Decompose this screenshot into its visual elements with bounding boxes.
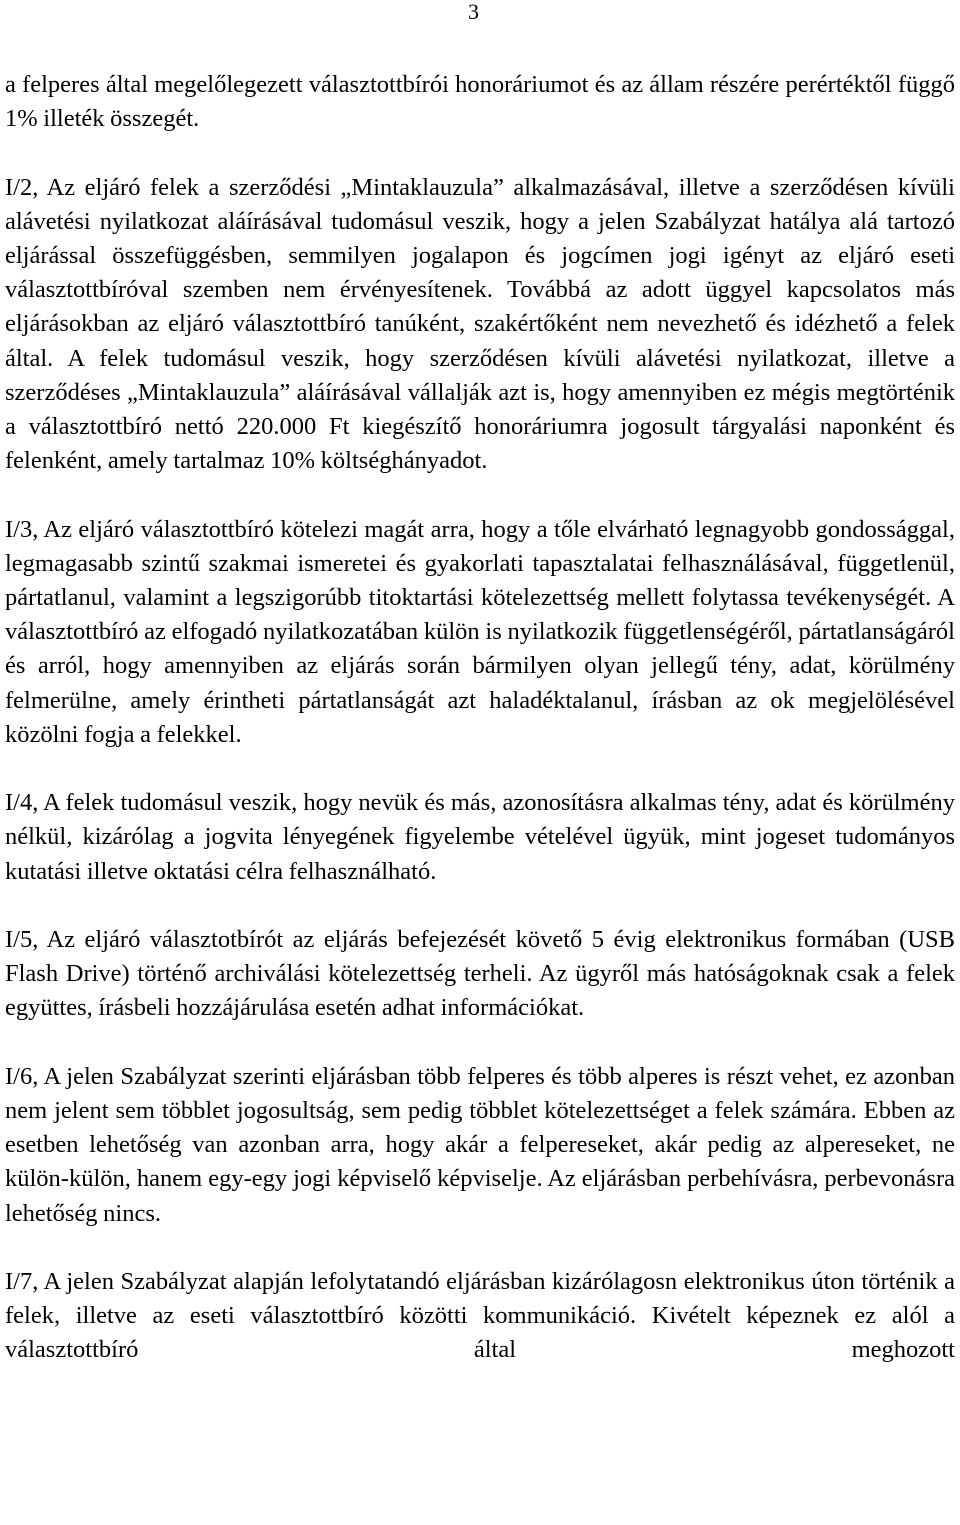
document-body [5, 68, 955, 1368]
paragraph-i-3: I/3, Az eljáró választottbíró kötelezi magát arra, hogy a tőle elvárható legnagyobb gondossággal, legmagasabb szintű szakmai ismeretei és gyakorlati tapasztalatai felhasználásával, függetlenül, pártatlanul, valamint a legszigorúbb titoktartási kötelezettség mellett folytassa tevékenységét. A választottbíró az elfogadó nyilatkozatában külön is nyilatkozik függetlenségéről, pártatlanságáról és arról, hogy amennyiben az eljárás során bármilyen olyan jellegű tény, adat, körülmény felmerülne, amely érintheti pártatlanságát azt haladéktalanul, írásban az ok megjelölésével közölni fogja a felekkel. [5, 515, 955, 748]
page-number: 3 [468, 0, 479, 24]
paragraph-i-7: I/7, A jelen Szabályzat alapján lefolytatandó eljárásban kizárólagosn elektronikus úton történik a felek, illetve az eseti választottbíró közötti kommunikáció. Kivételt képeznek ez alól a választottbíró által meghozott [5, 1268, 955, 1364]
paragraph-i-2: I/2, Az eljáró felek a szerződési „Mintaklauzula” alkalmazásával, illetve a szerződésen kívüli alávetési nyilatkozat aláírásával tudomásul veszik, hogy a jelen Szabályzat hatálya alá tartozó eljárással összefüggésben, semmilyen jogalapon és jogcímen jogi igényt az eljáró eseti választottbíróval szemben nem érvényesítenek. Továbbá az adott üggyel kapcsolatos más eljárásokban az eljáró választottbíró tanúként, szakértőként nem nevezhető és idézhető a felek által. A felek tudomásul veszik, hogy szerződésen kívüli alávetési nyilatkozat, illetve a szerződéses „Mintaklauzula” aláírásával vállalják azt is, hogy amennyiben ez mégis megtörténik a választottbíró nettó 220.000 Ft kiegészítő honoráriumra jogosult tárgyalási naponként és felenként, amely tartalmaz 10% költséghányadot. [5, 173, 955, 475]
paragraph-i-6: I/6, A jelen Szabályzat szerinti eljárásban több felperes és több alperes is részt vehet, ez azonban nem jelent sem többlet jogosultság, sem pedig többlet kötelezettséget a felek számára. Ebben az esetben lehetőség van azonban arra, hogy akár a felpereseket, akár pedig az alpereseket, ne külön-külön, hanem egy-egy jogi képviselő képviselje. Az eljárásban perbehívásra, perbevonásra lehetőség nincs. [5, 1062, 955, 1227]
paragraph-i-5: I/5, Az eljáró választotbírót az eljárás befejezését követő 5 évig elektronikus formában (USB Flash Drive) történő archiválási kötelezettség terheli. Az ügyről más hatóságoknak csak a felek együttes, írásbeli hozzájárulása esetén adhat információkat. [5, 926, 955, 1022]
paragraph-fee-continuation: a felperes által megelőlegezett választottbírói honoráriumot és az állam részére perértéktől függő 1% illeték összegét. [5, 71, 955, 133]
paragraph-i-4: I/4, A felek tudomásul veszik, hogy nevük és más, azonosításra alkalmas tény, adat és körülmény nélkül, kizárólag a jogvita lényegének figyelembe vételével ügyük, mint jogeset tudományos kutatási illetve oktatási célra felhasználható. [5, 789, 955, 885]
